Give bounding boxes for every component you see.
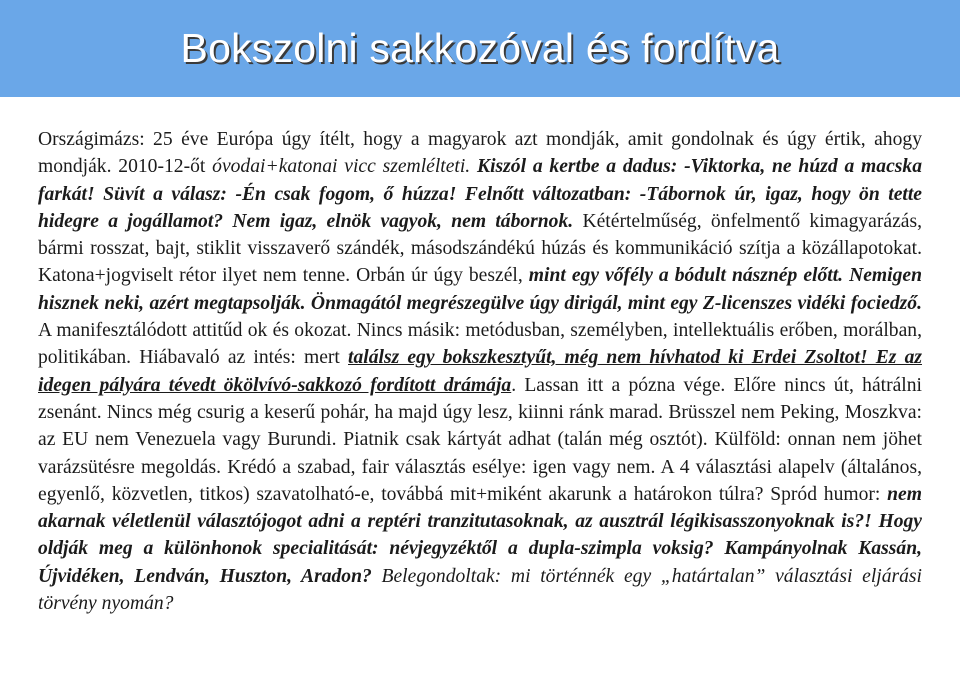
text-segment xyxy=(372,566,382,587)
text-segment: Kétértelműség, önfelmentő kimagyarázás, bármi rosszat, bajt, stiklit visszaverő szándék, másodszándékú húzás és kommunikáció szítja a közállapotokat. Katona+jogviselt rétor ilyet nem tenne. Orbán úr úgy beszél, xyxy=(38,210,922,287)
article-body xyxy=(38,126,922,617)
text-segment-bold-italic: mint egy vőfély a bódult násznép előtt. Nemigen hisznek neki, azért megtapsolják. Önmagától megrészegülve úgy dirigál, mint egy Z-licenszes vidéki fociedző. xyxy=(38,265,922,314)
text-segment xyxy=(470,156,477,177)
text-segment: . Lassan itt a pózna vége. Előre nincs út, hátrálni zsenánt. Nincs még csurig a keserű pohár, ha majd úgy lesz, kiinni ránk marad. Brüsszel nem Peking, Moszkva: az EU nem Venezuela vagy Burundi. Piatnik csak kártyát adhat (talán még osztót). Külföld: onnan nem jöhet varázsütésre megoldás. Krédó a szabad, fair választás esélye: igen vagy nem. A 4 választási alapelv (általános, egyenlő, közvetlen, titkos) szavatolható-e, továbbá mit+miként akarunk a határokon túlra? Spród humor: xyxy=(38,374,922,505)
text-segment-italic: Belegondoltak: mi történnék egy „határtalan” választási eljárási törvény nyomán? xyxy=(38,565,922,615)
page-title: Bokszolni sakkozóval és fordítva xyxy=(180,25,780,71)
text-segment: A manifesztálódott attitűd ok és okozat. Nincs másik: metódusban, személyben, intellektuális erőben, morálban, politikában. Hiábavaló az intés: mert xyxy=(38,320,922,369)
text-segment-italic: óvodai+katonai vicc szemlélteti. xyxy=(212,156,471,178)
text-segment-bold-italic: nem akarnak véletlenül választójogot adni a reptéri tranzitutasoknak, az ausztrál légikisasszonyoknak is?! Hogy oldják meg a különhonok specialitását: névjegyzéktől a dupla-szimpla voksig? Kampányolnak Kassán, Újvidéken, Lendván, Huszton, Aradon? xyxy=(38,483,922,587)
text-segment-bold-italic-underline: találsz egy bokszkesztyűt, még nem hívhatod ki Erdei Zsoltot! Ez az idegen pályára tévedt ökölvívó-sakkozó fordított drámája xyxy=(38,347,922,396)
text-segment-bold-italic: Kiszól a kertbe a dadus: -Viktorka, ne húzd a macska farkát! Süvít a válasz: -Én csak fogom, ő húzza! Felnőtt változatban: -Tábornok úr, igaz, hogy ön tette hidegre a jogállamot? Nem igaz, elnök vagyok, nem tábornok. xyxy=(38,156,922,232)
text-segment: Országimázs: 25 éve Európa úgy ítélt, hogy a magyarok azt mondják, amit gondolnak és úgy értik, ahogy mondják. 2010-12-őt xyxy=(38,129,922,178)
